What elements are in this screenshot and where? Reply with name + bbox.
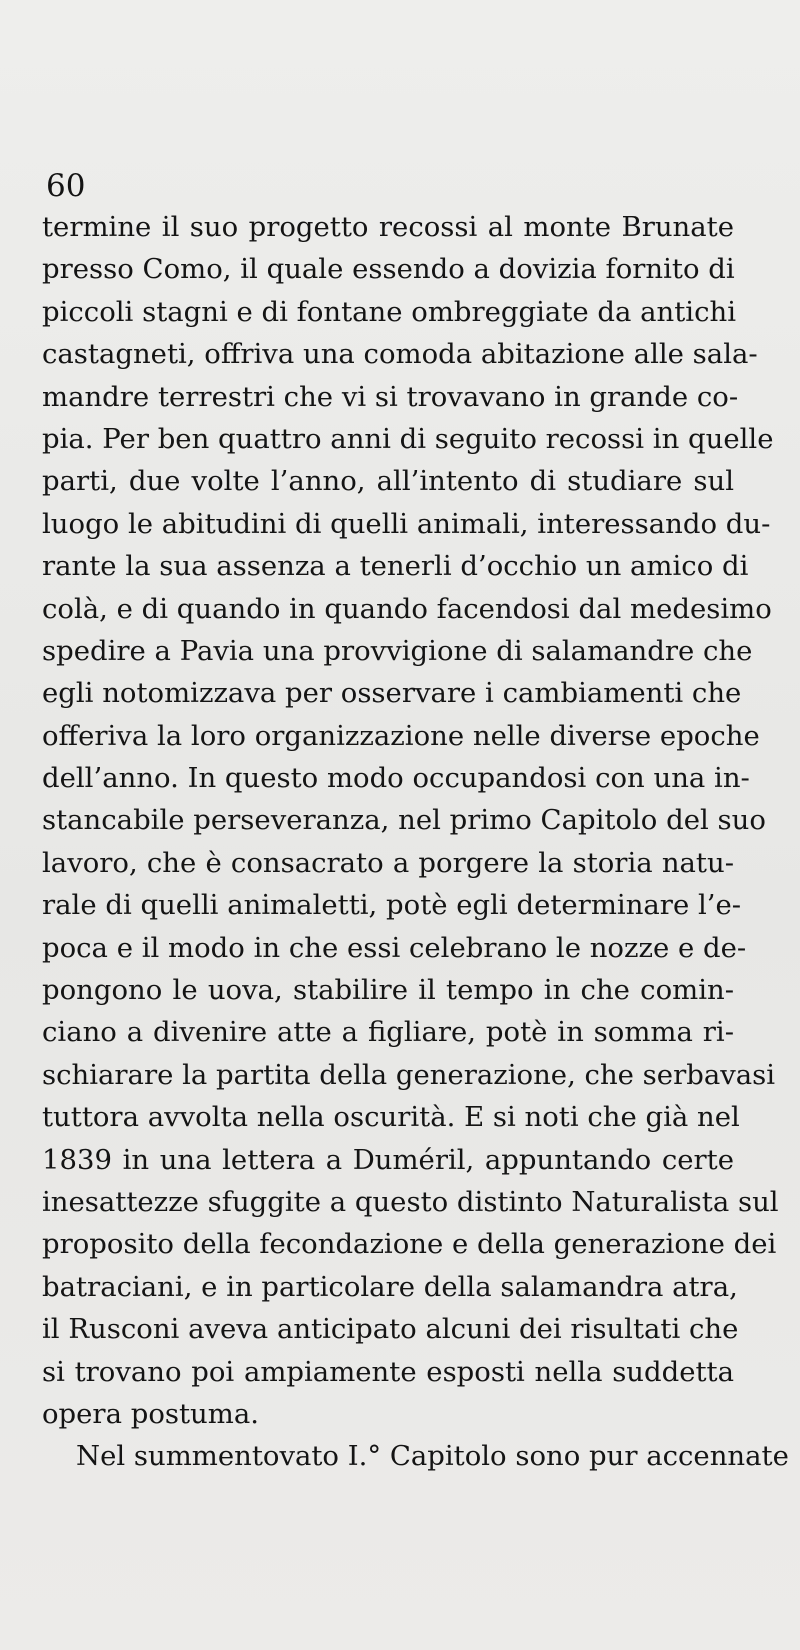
body-text [42,206,789,1478]
text-line: mandre terrestri che vi si trovavano in grande co- [42,380,739,413]
text-line: si trovano poi ampiamente esposti nella suddetta [42,1355,734,1388]
text-line: pongono le uova, stabilire il tempo in che comin- [42,974,734,1007]
text-line: tuttora avvolta nella oscurità. E si noti che già nel [42,1101,740,1134]
text-line: poca e il modo in che essi celebrano le nozze e de- [42,931,747,964]
text-line: luogo le abitudini di quelli animali, interessando du- [42,507,771,540]
text-line: inesattezze sfuggite a questo distinto Naturalista sul [42,1185,779,1218]
text-line: Nel summentovato I.° Capitolo sono pur accennate [76,1440,789,1473]
text-line: spedire a Pavia una provvigione di salamandre che [42,634,753,667]
text-line: 1839 in una lettera a Duméril, appuntando certe [42,1143,734,1176]
text-line: il Rusconi aveva anticipato alcuni dei risultati che [42,1313,739,1346]
page-number: 60 [46,168,86,204]
text-line: pia. Per ben quattro anni di seguito recossi in quelle [42,422,774,455]
text-line: parti, due volte l’anno, all’intento di studiare sul [42,465,734,498]
text-line: piccoli stagni e di fontane ombreggiate da antichi [42,295,736,328]
text-line: egli notomizzava per osservare i cambiamenti che [42,677,742,710]
text-line: rante la sua assenza a tenerli d’occhio un amico di [42,550,749,583]
text-line: opera postuma. [42,1397,259,1430]
text-line: lavoro, che è consacrato a porgere la storia natu- [42,846,734,879]
text-line: batraciani, e in particolare della salamandra atra, [42,1270,738,1303]
text-line: dell’anno. In questo modo occupandosi con una in- [42,762,750,795]
text-line: ciano a divenire atte a figliare, potè in somma ri- [42,1016,734,1049]
text-line: proposito della fecondazione e della generazione dei [42,1228,777,1261]
text-line: termine il suo progetto recossi al monte Brunate [42,211,734,243]
text-line: colà, e di quando in quando facendosi dal medesimo [42,592,772,625]
text-line: offeriva la loro organizzazione nelle diverse epoche [42,719,760,752]
text-line: stancabile perseveranza, nel primo Capitolo del suo [42,804,766,837]
text-line: schiarare la partita della generazione, che serbavasi [42,1058,776,1091]
text-line: rale di quelli animaletti, potè egli determinare l’e- [42,889,742,922]
text-line: presso Como, il quale essendo a dovizia fornito di [42,253,735,286]
text-line: castagneti, offriva una comoda abitazione alle sala- [42,338,758,371]
